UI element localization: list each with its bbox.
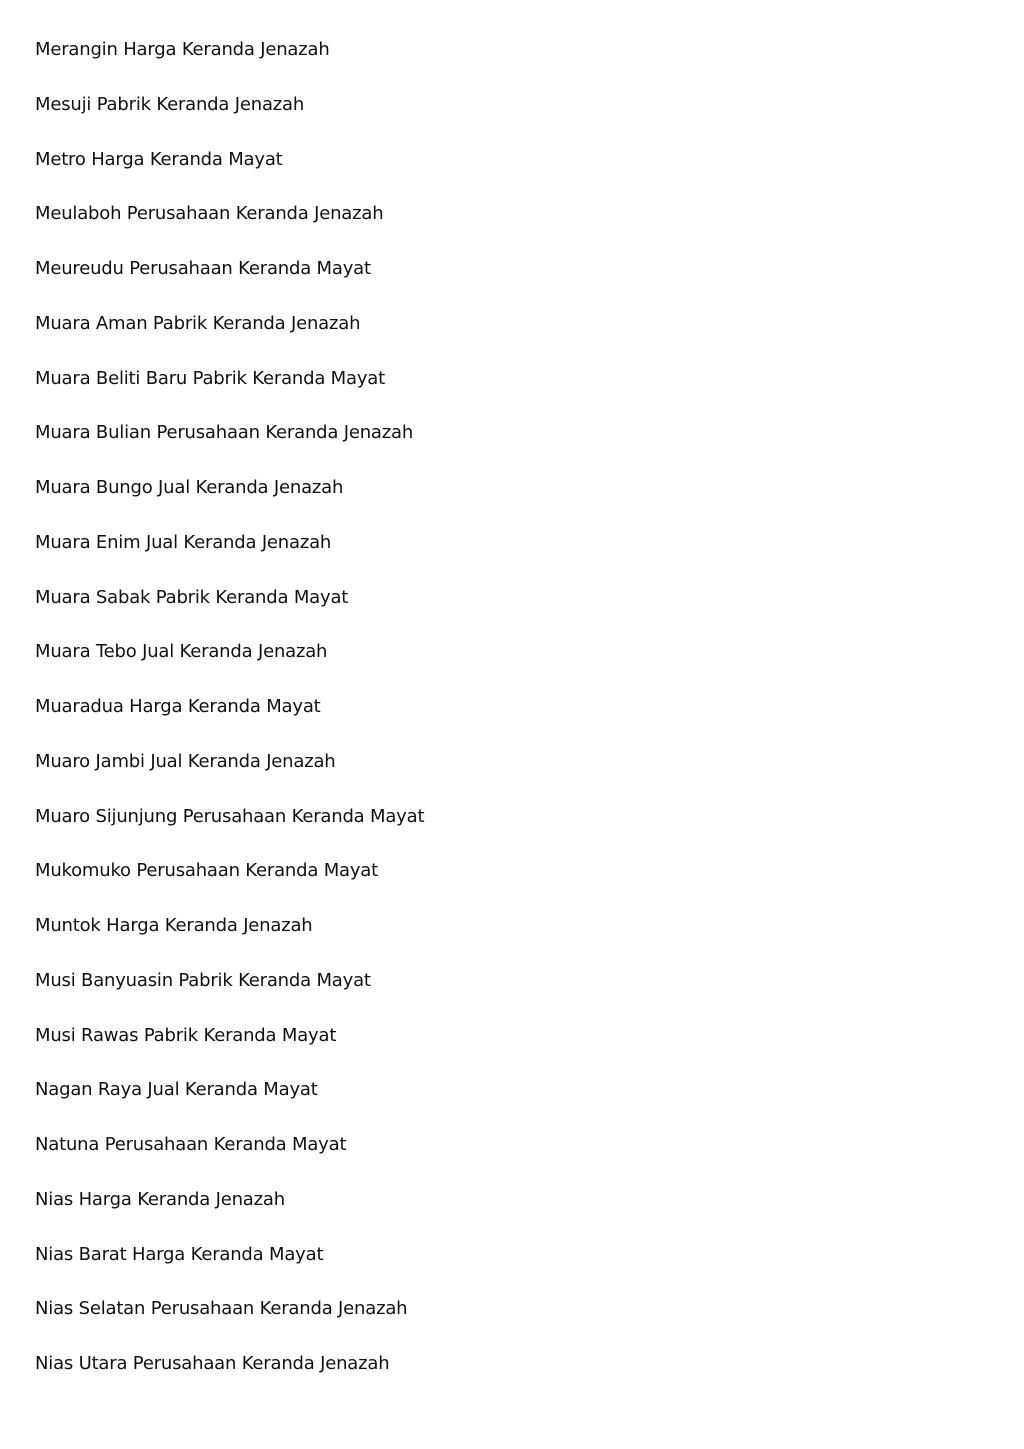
list-item xyxy=(35,200,424,255)
list-item xyxy=(35,255,424,310)
list-item-link[interactable]: Mukomuko Perusahaan Keranda Mayat xyxy=(35,860,378,882)
list-item xyxy=(35,803,424,858)
list-item-link[interactable]: Nias Harga Keranda Jenazah xyxy=(35,1188,285,1210)
list-item xyxy=(35,1350,424,1405)
list-item xyxy=(35,912,424,967)
list-item-link[interactable]: Muaro Jambi Jual Keranda Jenazah xyxy=(35,750,336,772)
location-link-list xyxy=(35,36,424,1405)
list-item xyxy=(35,693,424,748)
list-item-link[interactable]: Metro Harga Keranda Mayat xyxy=(35,148,283,170)
list-item xyxy=(35,584,424,639)
list-item xyxy=(35,1186,424,1241)
list-item xyxy=(35,474,424,529)
list-item-link[interactable]: Nias Utara Perusahaan Keranda Jenazah xyxy=(35,1353,390,1374)
list-item xyxy=(35,638,424,693)
list-item xyxy=(35,310,424,365)
list-item xyxy=(35,1241,424,1296)
list-item-link[interactable]: Nias Barat Harga Keranda Mayat xyxy=(35,1243,324,1265)
list-item-link[interactable]: Merangin Harga Keranda Jenazah xyxy=(35,39,330,60)
list-item-link[interactable]: Meulaboh Perusahaan Keranda Jenazah xyxy=(35,203,384,225)
list-item xyxy=(35,91,424,146)
list-item xyxy=(35,1022,424,1077)
list-item-link[interactable]: Muaradua Harga Keranda Mayat xyxy=(35,696,321,717)
list-item-link[interactable]: Musi Rawas Pabrik Keranda Mayat xyxy=(35,1024,337,1046)
list-item-link[interactable]: Muara Tebo Jual Keranda Jenazah xyxy=(35,641,328,663)
list-item xyxy=(35,1131,424,1186)
list-item-link[interactable]: Nias Selatan Perusahaan Keranda Jenazah xyxy=(35,1298,408,1320)
list-item xyxy=(35,36,424,91)
list-item-link[interactable]: Muara Aman Pabrik Keranda Jenazah xyxy=(35,312,361,334)
list-item-link[interactable]: Natuna Perusahaan Keranda Mayat xyxy=(35,1134,347,1155)
list-item-link[interactable]: Muaro Sijunjung Perusahaan Keranda Mayat xyxy=(35,805,425,827)
list-item-link[interactable]: Muara Sabak Pabrik Keranda Mayat xyxy=(35,586,349,608)
list-item-link[interactable]: Musi Banyuasin Pabrik Keranda Mayat xyxy=(35,969,371,991)
list-item xyxy=(35,365,424,420)
list-item-link[interactable]: Muara Enim Jual Keranda Jenazah xyxy=(35,531,332,553)
list-item xyxy=(35,1076,424,1131)
list-item-link[interactable]: Muara Beliti Baru Pabrik Keranda Mayat xyxy=(35,367,385,389)
list-item xyxy=(35,748,424,803)
list-item-link[interactable]: Mesuji Pabrik Keranda Jenazah xyxy=(35,93,305,115)
list-item-link[interactable]: Nagan Raya Jual Keranda Mayat xyxy=(35,1079,318,1101)
list-item-link[interactable]: Meureudu Perusahaan Keranda Mayat xyxy=(35,258,371,279)
list-item xyxy=(35,529,424,584)
list-item-link[interactable]: Muara Bungo Jual Keranda Jenazah xyxy=(35,477,344,498)
list-item-link[interactable]: Muntok Harga Keranda Jenazah xyxy=(35,915,313,936)
list-item xyxy=(35,1295,424,1350)
list-item xyxy=(35,419,424,474)
list-item-link[interactable]: Muara Bulian Perusahaan Keranda Jenazah xyxy=(35,422,414,444)
list-item xyxy=(35,967,424,1022)
list-item xyxy=(35,146,424,201)
list-item xyxy=(35,857,424,912)
